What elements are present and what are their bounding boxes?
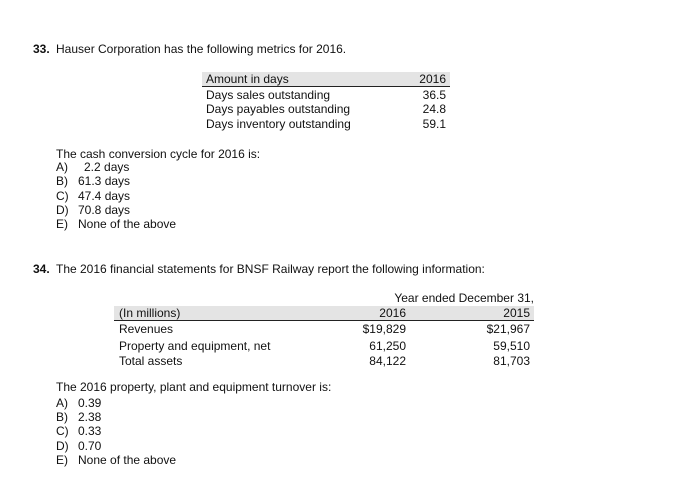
q33-row-value: 36.5 [422,88,446,102]
option-letter: A) [56,160,68,174]
q34-header-label: (In millions) [119,306,181,320]
q33-row-label: Days sales outstanding [206,88,331,102]
option-text: 61.3 days [78,174,131,188]
q34-row-2015: $21,967 [486,322,530,336]
q34-row-2016: 84,122 [369,354,406,368]
q34-question: The 2016 property, plant and equipment turnover is: [56,380,332,394]
option-letter: C) [56,424,69,438]
q34-prompt: The 2016 financial statements for BNSF Railway report the following information: [56,262,485,276]
option-letter: B) [56,410,68,424]
q34-row-2015: 59,510 [493,339,530,353]
q34-col-2016: 2016 [379,306,406,320]
option-text: None of the above [78,453,177,467]
q33-question: The cash conversion cycle for 2016 is: [56,147,261,161]
option-text: 0.39 [78,396,102,410]
option-letter: D) [56,439,69,453]
q34-col-2015: 2015 [503,306,530,320]
q34-row-2015: 81,703 [493,354,530,368]
q34-row-label: Revenues [119,322,174,336]
option-text: 0.70 [78,439,102,453]
option-text: None of the above [78,217,177,231]
option-letter: E) [56,217,68,231]
q33-row-value: 59.1 [422,117,446,131]
option-letter: B) [56,174,68,188]
q34-header-rule [114,320,534,321]
option-text: 47.4 days [78,189,131,203]
q34-row-2016: 61,250 [369,339,406,353]
q33-row-label: Days payables outstanding [206,102,351,116]
option-letter: D) [56,203,69,217]
q33-prompt: Hauser Corporation has the following metrics for 2016. [56,42,347,56]
option-text: 2.38 [78,410,102,424]
q34-row-label: Total assets [119,354,183,368]
q33-row-label: Days inventory outstanding [206,117,351,131]
option-letter: E) [56,453,68,467]
q33-header-label: Amount in days [206,72,289,86]
option-text: 2.2 days [84,160,130,174]
q33-number: 33. [33,42,50,56]
q33-header-rule [202,86,450,87]
option-text: 0.33 [78,424,102,438]
q34-number: 34. [33,262,50,276]
option-letter: A) [56,396,68,410]
q34-super-header: Year ended December 31, [394,291,534,305]
q34-row-label: Property and equipment, net [119,339,271,353]
q34-row-2016: $19,829 [362,322,406,336]
option-text: 70.8 days [78,203,131,217]
q33-header-year: 2016 [419,72,446,86]
q33-row-value: 24.8 [422,102,446,116]
option-letter: C) [56,189,69,203]
